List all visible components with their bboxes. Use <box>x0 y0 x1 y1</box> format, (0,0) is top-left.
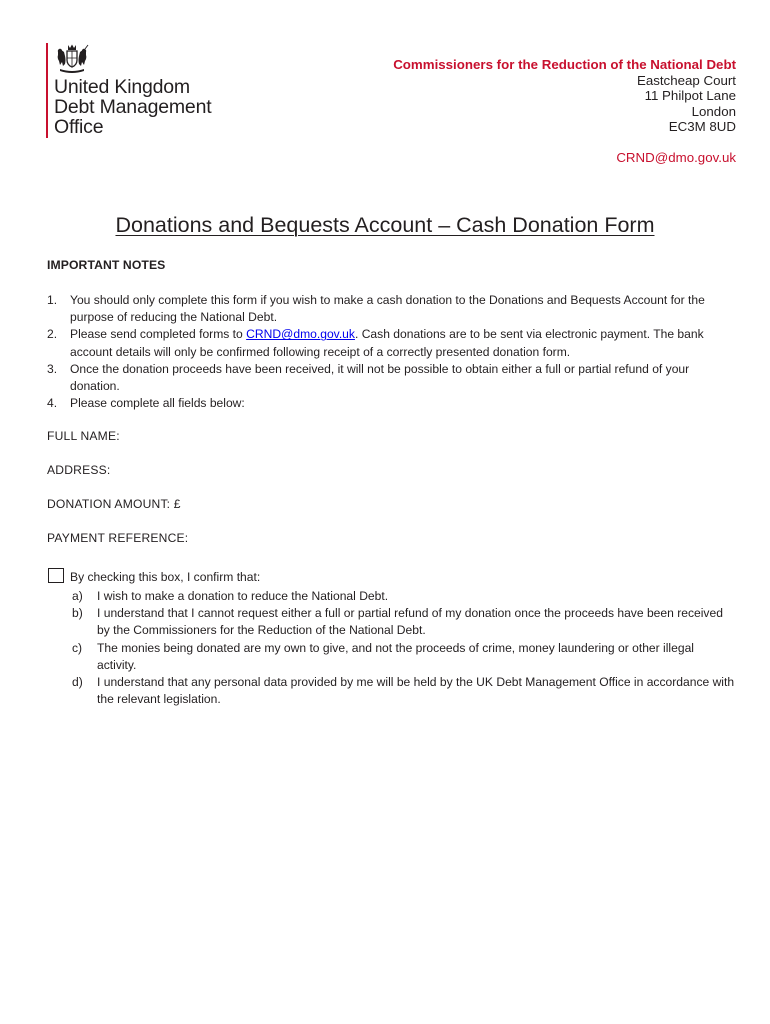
note-item <box>47 326 737 360</box>
royal-coat-of-arms-icon <box>54 43 90 75</box>
condition-text: The monies being donated are my own to give, and not the proceeds of crime, money laundering or other illegal activity. <box>97 640 694 672</box>
condition-item <box>72 588 736 605</box>
address-line-3: London <box>691 103 736 119</box>
condition-letter: b) <box>72 606 83 621</box>
condition-text: I understand that I cannot request either a full or partial refund of my donation once the proceeds have been received by the Commissioners for the Reduction of the National Debt. <box>97 606 723 638</box>
condition-letter: c) <box>72 640 83 655</box>
address-line-2: 11 Philpot Lane <box>644 88 736 104</box>
condition-item <box>72 640 736 674</box>
logo-line-2: Debt Management <box>54 96 212 118</box>
important-notes-list <box>47 292 737 412</box>
condition-letter: d) <box>72 675 83 690</box>
address-line-1: Eastcheap Court <box>636 72 736 88</box>
dmo-logo <box>46 43 276 138</box>
logo-line-3: Office <box>54 116 104 138</box>
note-number: 3. <box>47 361 58 376</box>
confirmation-conditions-list <box>72 588 736 708</box>
note-number: 4. <box>47 396 58 411</box>
logo-red-rule <box>46 43 48 138</box>
note-text: Once the donation proceeds have been received, it will not be possible to obtain either a full or partial refund of your donation. <box>70 361 690 394</box>
condition-text: I wish to make a donation to reduce the National Debt. <box>97 589 389 603</box>
confirm-checkbox[interactable] <box>48 568 64 583</box>
note-item <box>47 395 737 412</box>
note-item <box>47 292 737 326</box>
note-item <box>47 361 737 395</box>
note-text: Please complete all fields below: <box>70 396 245 411</box>
organisation-name: Commissioners for the Reduction of the National Debt <box>393 57 736 72</box>
payment-reference-field[interactable]: PAYMENT REFERENCE: <box>47 531 189 545</box>
address-postcode: EC3M 8UD <box>668 119 736 135</box>
note-text: You should only complete this form if you wish to make a cash donation to the Donations and Bequests Account for the purpose of reducing the National Debt. <box>70 293 705 325</box>
form-title: Donations and Bequests Account – Cash Donation Form <box>115 213 655 237</box>
condition-item <box>72 605 736 639</box>
full-name-field[interactable]: FULL NAME: <box>47 429 120 443</box>
note-number: 1. <box>47 293 58 307</box>
condition-letter: a) <box>72 589 83 603</box>
email-link[interactable]: CRND@dmo.gov.uk <box>246 327 355 342</box>
note-text-start: Please send completed forms to <box>70 327 247 342</box>
contact-email: CRND@dmo.gov.uk <box>616 149 736 165</box>
note-text-end: . Cash donations are to be sent via electronic payment. The bank account details will only be confirmed following receipt of a correctly presented donation form. <box>70 327 704 359</box>
logo-line-1: United Kingdom <box>54 76 190 98</box>
notes-heading: IMPORTANT NOTES <box>47 258 166 272</box>
donation-amount-field[interactable]: DONATION AMOUNT: £ <box>47 497 181 511</box>
logo-wordmark <box>54 77 211 137</box>
condition-text: I understand that any personal data provided by me will be held by the UK Debt Management Office in accordance with the relevant legislation. <box>97 675 735 707</box>
address-field[interactable]: ADDRESS: <box>47 463 111 477</box>
address-block <box>393 57 736 166</box>
condition-item <box>72 674 736 708</box>
note-number: 2. <box>47 327 58 342</box>
confirm-label: By checking this box, I confirm that: <box>70 570 261 584</box>
